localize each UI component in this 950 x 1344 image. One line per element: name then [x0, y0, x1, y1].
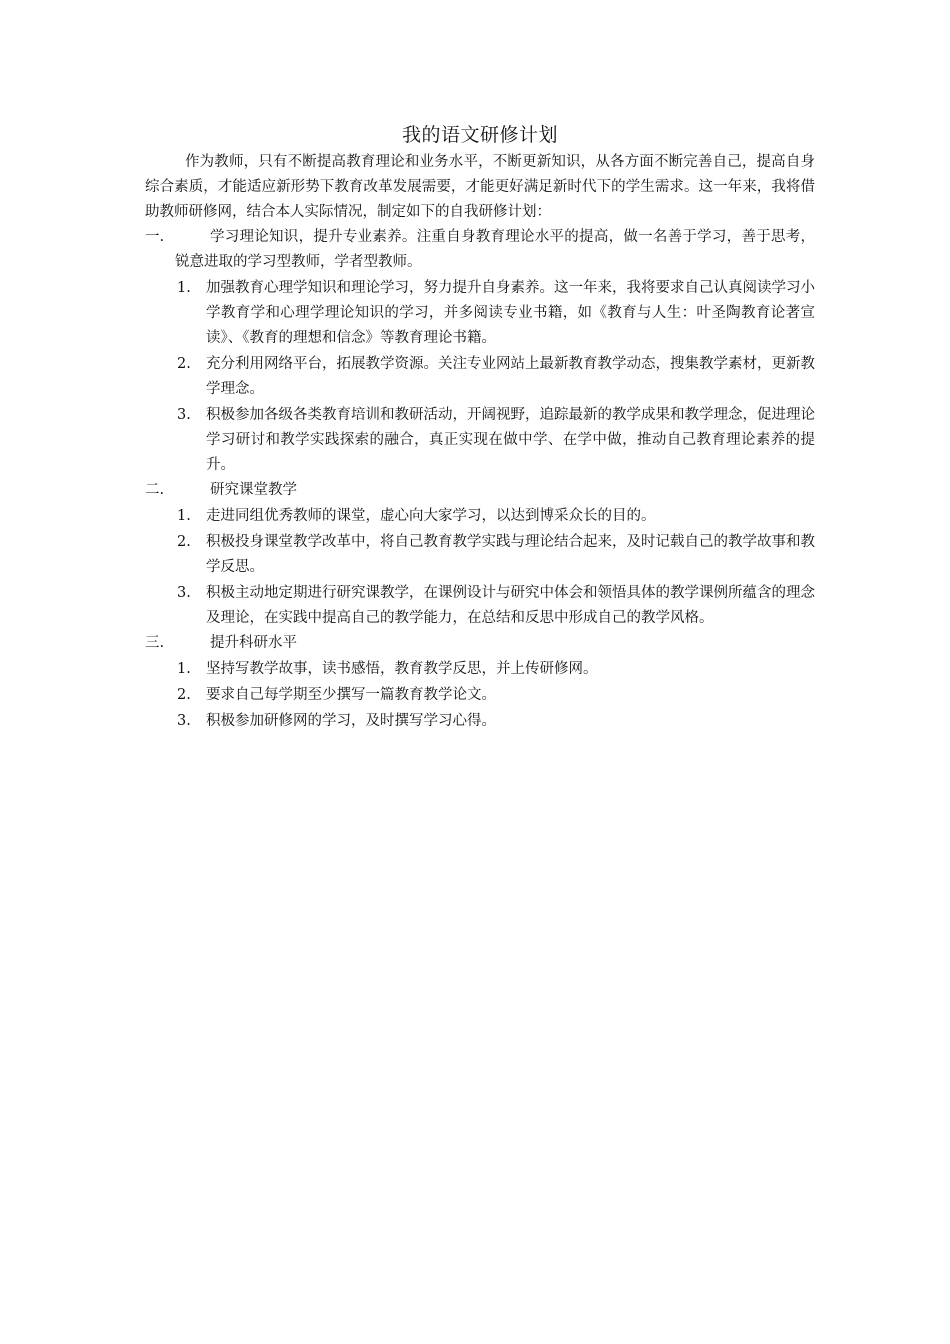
section-2-heading-text: 研究课堂教学 — [210, 482, 297, 498]
document-title: 我的语文研修计划 — [401, 124, 558, 146]
section-3-number: 三. — [145, 635, 165, 651]
intro-paragraph: 作为教师，只有不断提高教育理论和业务水平，不断更新知识，从各方面不断完善自己，提高自身综合素质，才能适应新形势下教育改革发展需要，才能更好满足新时代下的学生需求。这一年来，我将借助教师研修网，结合本人实际情况，制定如下的自我研修计划： — [145, 154, 815, 220]
list-item — [145, 504, 815, 529]
list-item — [145, 709, 815, 734]
list-item — [145, 530, 815, 580]
list-item-number: 3. — [177, 407, 191, 423]
list-item-number: 2. — [177, 534, 191, 550]
list-item-number: 3. — [177, 585, 191, 601]
list-item-number: 3. — [177, 713, 191, 729]
list-item-text: 加强教育心理学知识和理论学习，努力提升自身素养。这一年来，我将要求自己认真阅读学习小学教育学和心理学理论知识的学习，并多阅读专业书籍，如《教育与人生：叶圣陶教育论著宣读》、《教育的理想和信念》等教育理论书籍。 — [206, 280, 815, 346]
list-item — [145, 581, 815, 631]
section-2-list — [145, 504, 815, 631]
section-2-number: 二. — [145, 482, 165, 498]
list-item-text: 走进同组优秀教师的课堂，虚心向大家学习，以达到博采众长的目的。 — [206, 508, 656, 524]
section-1-heading — [145, 225, 815, 275]
list-item-text: 要求自己每学期至少撰写一篇教育教学论文。 — [206, 687, 496, 703]
section-2 — [145, 478, 815, 631]
list-item-number: 2. — [177, 687, 191, 703]
list-item-number: 1. — [177, 280, 191, 296]
list-item — [145, 683, 815, 708]
list-item — [145, 276, 815, 351]
section-3 — [145, 631, 815, 734]
list-item — [145, 403, 815, 478]
list-item-text: 积极主动地定期进行研究课教学，在课例设计与研究中体会和领悟具体的教学课例所蕴含的理念及理论，在实践中提高自己的教学能力，在总结和反思中形成自己的教学风格。 — [206, 585, 815, 626]
section-3-list — [145, 657, 815, 734]
section-1 — [145, 225, 815, 478]
list-item-text: 充分利用网络平台，拓展教学资源。关注专业网站上最新教育教学动态，搜集教学素材，更新教学理念。 — [206, 356, 815, 397]
list-item — [145, 657, 815, 682]
list-item-text: 积极投身课堂教学改革中，将自己教育教学实践与理论结合起来，及时记载自己的教学故事和教学反思。 — [206, 534, 815, 575]
section-1-list — [145, 276, 815, 478]
list-item-text: 积极参加各级各类教育培训和教研活动，开阔视野，追踪最新的教学成果和教学理念，促进理论学习研讨和教学实践探索的融合，真正实现在做中学、在学中做，推动自己教育理论素养的提升。 — [206, 407, 815, 473]
list-item — [145, 352, 815, 402]
section-1-heading-text: 学习理论知识，提升专业素养。注重自身教育理论水平的提高，做一名善于学习，善于思考，锐意进取的学习型教师，学者型教师。 — [175, 229, 815, 270]
list-item-text: 坚持写教学故事，读书感悟，教育教学反思，并上传研修网。 — [206, 661, 598, 677]
list-item-number: 1. — [177, 508, 191, 524]
list-item-text: 积极参加研修网的学习，及时撰写学习心得。 — [206, 713, 496, 729]
section-3-heading-text: 提升科研水平 — [210, 635, 297, 651]
document-page — [145, 120, 815, 734]
section-2-heading — [145, 478, 815, 503]
section-1-number: 一. — [145, 229, 165, 245]
list-item-number: 1. — [177, 661, 191, 677]
section-3-heading — [145, 631, 815, 656]
list-item-number: 2. — [177, 356, 191, 372]
